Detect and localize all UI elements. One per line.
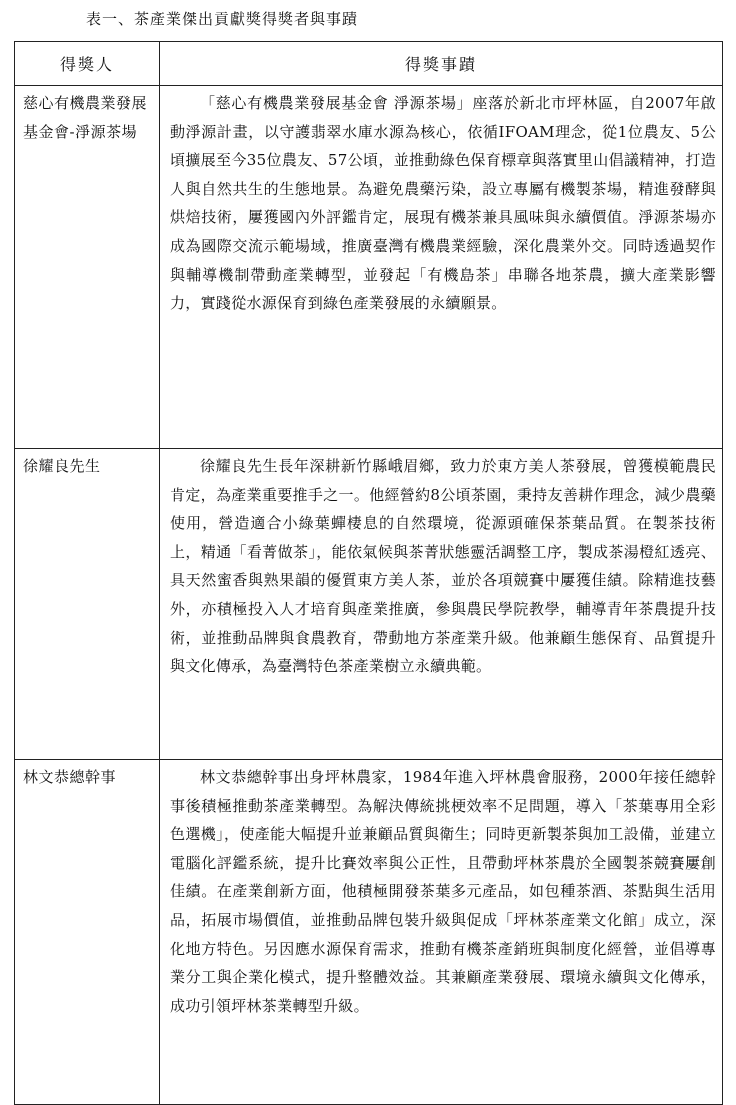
deeds-cell — [160, 760, 723, 1105]
awardee-name: 林文恭總幹事 — [23, 768, 117, 786]
table-row — [15, 760, 723, 1105]
header-deeds: 得獎事蹟 — [160, 42, 723, 86]
deeds-cell — [160, 86, 723, 449]
awardee-cell — [15, 449, 160, 760]
awards-table — [14, 41, 723, 1105]
table-row — [15, 449, 723, 760]
table-row — [15, 86, 723, 449]
awardee-cell — [15, 86, 160, 449]
awardee-deeds: 「慈心有機農業發展基金會 淨源茶場」座落於新北市坪林區，自2007年啟動淨源計畫，以守護翡翠水庫水源為核心，依循IFOAM理念，從1位農友、5公頃擴展至今35位農友、57公頃，並推動綠色保育標章與落實里山倡議精神，打造人與自然共生的生態地景。為避免農藥污染，設立專屬有機製茶場，精進發酵與烘焙技術，屢獲國內外評鑑肯定，展現有機茶兼具風味與永續價值。淨源茶場亦成為國際交流示範場域，推廣臺灣有機農業經驗，深化農業外交。同時透過契作與輔導機制帶動產業轉型，並發起「有機島茶」串聯各地茶農，擴大產業影響力，實踐從水源保育到綠色產業發展的永續願景。 — [170, 94, 716, 313]
awardee-name: 慈心有機農業發展基金會-淨源茶場 — [23, 94, 148, 141]
deeds-cell — [160, 449, 723, 760]
awardee-deeds: 徐耀良先生長年深耕新竹縣峨眉鄉，致力於東方美人茶發展，曾獲模範農民肯定，為產業重要推手之一。他經營約8公頃茶園，秉持友善耕作理念，減少農藥使用，營造適合小綠葉蟬棲息的自然環境，從源頭確保茶葉品質。在製茶技術上，精通「看菁做茶」，能依氣候與茶菁狀態靈活調整工序，製成茶湯橙紅透亮、具天然蜜香與熟果韻的優質東方美人茶，並於各項競賽中屢獲佳績。除精進技藝外，亦積極投入人才培育與產業推廣，參與農民學院教學，輔導青年茶農提升技術，並推動品牌與食農教育，帶動地方茶產業升級。他兼顧生態保育、品質提升與文化傳承，為臺灣特色茶產業樹立永續典範。 — [170, 457, 716, 676]
table-caption: 表一、茶產業傑出貢獻獎得獎者與事蹟 — [86, 10, 359, 28]
table-header-row — [15, 42, 723, 86]
awardee-deeds: 林文恭總幹事出身坪林農家，1984年進入坪林農會服務，2000年接任總幹事後積極推動茶產業轉型。為解決傳統挑梗效率不足問題，導入「茶葉專用全彩色選機」，使產能大幅提升並兼顧品質與衛生；同時更新製茶與加工設備，並建立電腦化評鑑系統，提升比賽效率與公正性，且帶動坪林茶農於全國製茶競賽屢創佳績。在產業創新方面，他積極開發茶葉多元產品，如包種茶酒、茶點與生活用品，拓展市場價值，並推動品牌包裝升級與促成「坪林茶產業文化館」成立，深化地方特色。另因應水源保育需求，推動有機茶產銷班與制度化經營，並倡導專業分工與企業化模式，提升整體效益。其兼顧產業發展、環境永續與文化傳承，成功引領坪林茶業轉型升級。 — [170, 768, 716, 1015]
awardee-cell — [15, 760, 160, 1105]
awardee-name: 徐耀良先生 — [23, 457, 101, 475]
header-awardee: 得獎人 — [15, 42, 160, 86]
